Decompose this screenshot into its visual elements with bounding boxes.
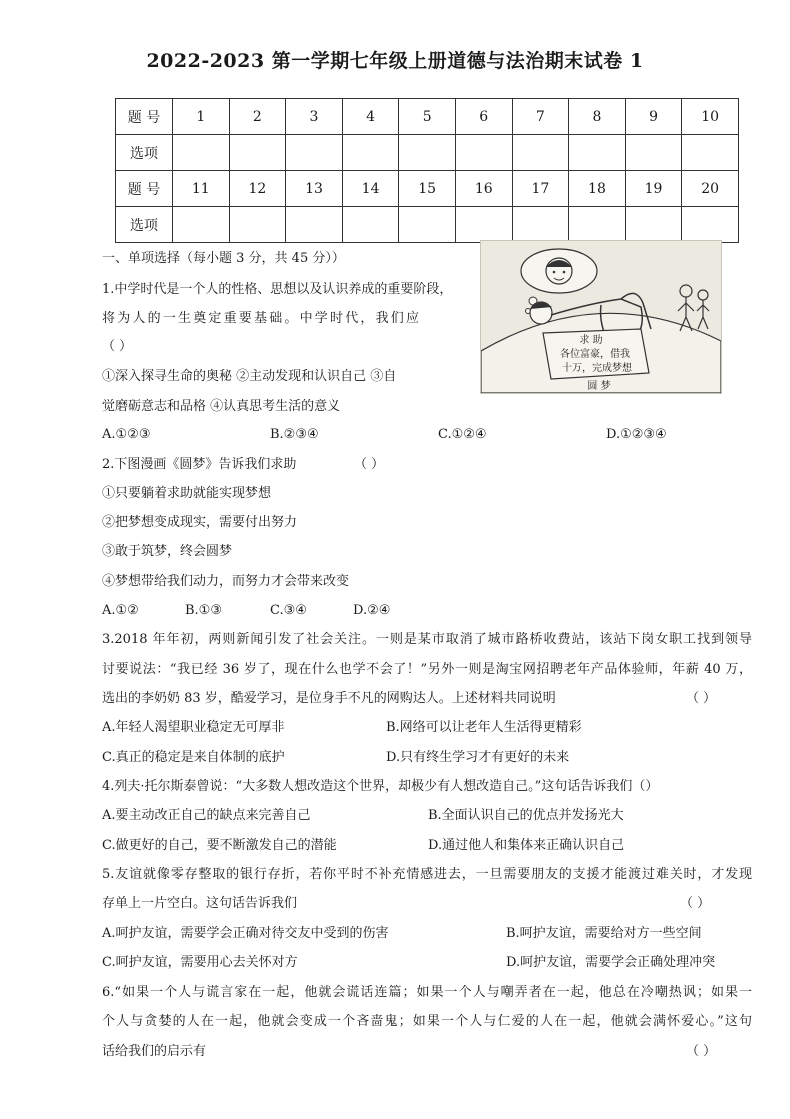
answer-cell[interactable]	[455, 135, 512, 171]
question-number-cell: 13	[286, 171, 343, 207]
q2-item: ①只要躺着求助就能实现梦想	[102, 486, 272, 501]
answer-cell[interactable]	[342, 135, 399, 171]
q2-answer-paren: （ ）	[354, 457, 385, 472]
question-number-cell: 18	[569, 171, 626, 207]
q5-option-c[interactable]: C.呵护友谊，需要用心去关怀对方	[102, 955, 298, 970]
q3-answer-paren: （ ）	[686, 691, 717, 706]
row-label: 题 号	[116, 171, 173, 207]
question-number-cell: 5	[399, 99, 456, 135]
question-number-cell: 11	[173, 171, 230, 207]
table-row	[116, 99, 739, 135]
question-number-cell: 16	[455, 171, 512, 207]
answer-cell[interactable]	[569, 135, 626, 171]
answer-cell[interactable]	[229, 135, 286, 171]
q3-option-d[interactable]: D.只有终生学习才有更好的未来	[386, 750, 570, 765]
q1-answer-paren: （ ）	[102, 339, 133, 354]
table-row	[116, 207, 739, 243]
answer-cell[interactable]	[342, 207, 399, 243]
q3-stem-line: 选出的李奶奶 83 岁，酷爱学习，是位身手不凡的网购达人。上述材料共同说明	[102, 691, 556, 706]
q5-option-b[interactable]: B.呵护友谊，需要给对方一些空间	[506, 926, 702, 941]
answer-table	[115, 98, 739, 243]
question-number-cell: 17	[512, 171, 569, 207]
answer-cell[interactable]	[512, 207, 569, 243]
q1-items-line: 觉磨砺意志和品格 ④认真思考生活的意义	[102, 399, 341, 414]
answer-cell[interactable]	[512, 135, 569, 171]
question-number-cell: 10	[682, 99, 739, 135]
page-title: 2022-2023 第一学期七年级上册道德与法治期末试卷 1	[146, 50, 644, 72]
answer-cell[interactable]	[286, 207, 343, 243]
row-label: 题 号	[116, 99, 173, 135]
q6-answer-paren: （ ）	[686, 1044, 717, 1059]
q1-option-c[interactable]: C.①②④	[438, 427, 487, 442]
question-number-cell: 20	[682, 171, 739, 207]
q6-stem-line: 个人与贪婪的人在一起，他就会变成一个吝啬鬼；如果一个人与仁爱的人在一起，他就会满怀爱心。”这句	[102, 1014, 752, 1029]
q1-option-a[interactable]: A.①②③	[102, 427, 151, 442]
question-number-cell: 8	[569, 99, 626, 135]
q5-stem-line: 5.友谊就像零存整取的银行存折，若你平时不补充情感进去，一旦需要朋友的支援才能渡过难关时，才发现	[102, 867, 752, 882]
q2-option-d[interactable]: D.②④	[353, 603, 391, 618]
question-number-cell: 14	[342, 171, 399, 207]
answer-cell[interactable]	[286, 135, 343, 171]
q2-item: ③敢于筑梦，终会圆梦	[102, 544, 233, 559]
row-label: 选项	[116, 207, 173, 243]
q1-stem-line: 1.中学时代是一个人的性格、思想以及认识养成的重要阶段，	[102, 282, 453, 297]
cartoon-caption: 圆 梦	[587, 381, 611, 392]
question-number-cell: 4	[342, 99, 399, 135]
q2-option-b[interactable]: B.①③	[185, 603, 222, 618]
answer-cell[interactable]	[682, 207, 739, 243]
question-number-cell: 2	[229, 99, 286, 135]
question-number-cell: 9	[625, 99, 682, 135]
q5-stem-line: 存单上一片空白。这句话告诉我们	[102, 896, 298, 911]
q2-item: ④梦想带给我们动力，而努力才会带来改变	[102, 574, 350, 589]
q3-option-a[interactable]: A.年轻人渴望职业稳定无可厚非	[102, 720, 285, 735]
question-number-cell: 15	[399, 171, 456, 207]
q3-option-c[interactable]: C.真正的稳定是来自体制的底护	[102, 750, 285, 765]
cartoon-sign-line: 各位富豪，借我	[560, 349, 630, 360]
answer-cell[interactable]	[399, 207, 456, 243]
q6-stem-line: 话给我们的启示有	[102, 1044, 207, 1059]
table-row	[116, 135, 739, 171]
q1-option-d[interactable]: D.①②③④	[606, 427, 667, 442]
q4-stem: 4.列夫·托尔斯泰曾说：“大多数人想改造这个世界，却极少有人想改造自己。”这句话告诉我们（）	[102, 779, 659, 794]
answer-cell[interactable]	[229, 207, 286, 243]
cartoon-image	[480, 240, 722, 394]
q2-option-c[interactable]: C.③④	[270, 603, 307, 618]
question-number-cell: 3	[286, 99, 343, 135]
cartoon-sign-line: 十万，完成梦想	[562, 363, 632, 374]
question-number-cell: 7	[512, 99, 569, 135]
q5-answer-paren: （ ）	[680, 896, 711, 911]
q6-stem-line: 6.“如果一个人与谎言家在一起，他就会谎话连篇；如果一个人与嘲弄者在一起，他总在冷嘲热讽；如果一	[102, 985, 752, 1000]
q4-option-c[interactable]: C.做更好的自己，要不断激发自己的潜能	[102, 838, 337, 853]
q2-stem: 2.下图漫画《圆梦》告诉我们求助	[102, 457, 297, 472]
answer-cell[interactable]	[682, 135, 739, 171]
answer-cell[interactable]	[625, 207, 682, 243]
q4-option-a[interactable]: A.要主动改正自己的缺点来完善自己	[102, 808, 311, 823]
answer-cell[interactable]	[173, 135, 230, 171]
answer-cell[interactable]	[399, 135, 456, 171]
answer-cell[interactable]	[569, 207, 626, 243]
q4-option-d[interactable]: D.通过他人和集体来正确认识自己	[428, 838, 625, 853]
question-number-cell: 6	[455, 99, 512, 135]
answer-cell[interactable]	[173, 207, 230, 243]
q1-items-line: ①深入探寻生命的奥秘 ②主动发现和认识自己 ③自	[102, 369, 397, 384]
section-heading: 一、单项选择（每小题 3 分，共 45 分））	[102, 251, 345, 266]
q4-option-b[interactable]: B.全面认识自己的优点并发扬光大	[428, 808, 624, 823]
question-number-cell: 19	[625, 171, 682, 207]
q2-option-a[interactable]: A.①②	[102, 603, 139, 618]
table-row	[116, 171, 739, 207]
q3-stem-line: 讨要说法：“我已经 36 岁了，现在什么也学不会了！”另外一则是淘宝网招聘老年产品体验师，年薪 40 万，	[102, 662, 752, 677]
q1-stem-line: 将为人的一生奠定重要基础。中学时代，我们应	[102, 311, 422, 326]
q5-option-a[interactable]: A.呵护友谊，需要学会正确对待交友中受到的伤害	[102, 926, 389, 941]
cartoon-sign-title: 求 助	[579, 335, 603, 346]
row-label: 选项	[116, 135, 173, 171]
question-number-cell: 12	[229, 171, 286, 207]
q3-option-b[interactable]: B.网络可以让老年人生活得更精彩	[386, 720, 582, 735]
answer-cell[interactable]	[455, 207, 512, 243]
q5-option-d[interactable]: D.呵护友谊，需要学会正确处理冲突	[506, 955, 716, 970]
question-number-cell: 1	[173, 99, 230, 135]
q2-item: ②把梦想变成现实，需要付出努力	[102, 515, 298, 530]
answer-cell[interactable]	[625, 135, 682, 171]
q1-option-b[interactable]: B.②③④	[270, 427, 319, 442]
q3-stem-line: 3.2018 年年初，两则新闻引发了社会关注。一则是某市取消了城市路桥收费站，该站下岗女职工找到领导	[102, 632, 752, 647]
